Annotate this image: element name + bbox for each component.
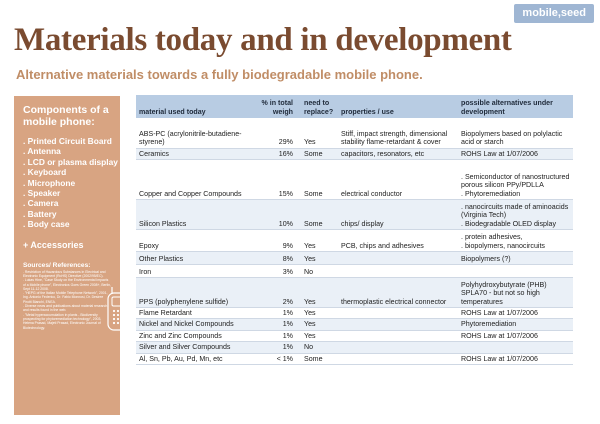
cell-properties-use: capacitors, resonators, etc — [338, 148, 458, 159]
table-row — [136, 353, 573, 364]
cell-need-to-replace: Yes — [296, 277, 338, 307]
mobile-phone-outline-icon — [106, 286, 130, 332]
cell-alternatives — [458, 264, 573, 277]
cell-properties-use: chips/ display — [338, 199, 458, 229]
cell-need-to-replace: No — [296, 342, 338, 353]
cell-material: Iron — [136, 264, 252, 277]
page-title: Materials today and in development — [14, 22, 512, 58]
components-list — [23, 136, 118, 230]
header-material: material used today — [139, 107, 206, 116]
component-item: . LCD or plasma display — [23, 156, 118, 167]
header-need-to-replace: need to replace? — [304, 99, 334, 116]
cell-material: PPS (polyphenylene sulfide) — [136, 277, 252, 307]
cell-material: Other Plastics — [136, 251, 252, 264]
table-row — [136, 264, 573, 277]
cell-need-to-replace: Yes — [296, 330, 338, 341]
cell-need-to-replace: Some — [296, 199, 338, 229]
cell-properties-use — [338, 330, 458, 341]
cell-material: Al, Sn, Pb, Au, Pd, Mn, etc — [136, 353, 252, 364]
page-subtitle: Alternative materials towards a fully biodegradable mobile phone. — [16, 67, 423, 82]
materials-table — [136, 95, 573, 365]
cell-properties-use — [338, 342, 458, 353]
cell-properties-use: thermoplastic electrical connector — [338, 277, 458, 307]
cell-need-to-replace: Yes — [296, 319, 338, 330]
component-item: . Speaker — [23, 188, 61, 199]
cell-percent-weight: 29% — [252, 118, 296, 148]
cell-need-to-replace: Some — [296, 148, 338, 159]
cell-alternatives: Biopolymers based on polylactic acid or starch — [458, 118, 573, 148]
table-row — [136, 199, 573, 229]
cell-properties-use — [338, 353, 458, 364]
cell-alternatives: . Semiconductor of nanostructured porous silicon PPy/PDLLA . Phytoremediation — [458, 159, 573, 199]
cell-need-to-replace: No — [296, 264, 338, 277]
header-possible-alternatives: possible alternatives under development — [461, 99, 553, 116]
cell-material: Silicon Plastics — [136, 199, 252, 229]
cell-percent-weight: 1% — [252, 330, 296, 341]
source-item: . "Metal hyperaccumulation in plants - Biodiversity prospecting for phytoremediation technology", 2003, Helena Prasad, Majeti Prasad, Electronic Journal of Biotechnology. — [23, 312, 102, 330]
source-item: . Diverse news and publications about material research and results found in the web. — [23, 304, 108, 313]
table-row — [136, 307, 573, 318]
cell-alternatives: Biopolymers (?) — [458, 251, 573, 264]
table-row — [136, 148, 573, 159]
cell-percent-weight: 3% — [252, 264, 296, 277]
cell-material: Zinc and Zinc Compounds — [136, 330, 252, 341]
source-item: . "HEPG of the Italian Mobile Telephone Network", 2001, Ing. Antonio Federico, Dr. Fabio Monnosi, Dr. Desiree Pirotti Bianchi, ENEA. — [23, 291, 108, 304]
cell-alternatives: ROHS Law at 1/07/2006 — [458, 307, 573, 318]
cell-properties-use — [338, 319, 458, 330]
header-percent-weight: % in total weigh — [261, 99, 293, 116]
cell-percent-weight: 1% — [252, 307, 296, 318]
cell-percent-weight: < 1% — [252, 353, 296, 364]
cell-need-to-replace: Some — [296, 353, 338, 364]
cell-material: Copper and Copper Compounds — [136, 159, 252, 199]
table-row — [136, 342, 573, 353]
cell-properties-use: PCB, chips and adhesives — [338, 229, 458, 251]
cell-alternatives — [458, 342, 573, 353]
cell-percent-weight: 8% — [252, 251, 296, 264]
component-item: . Keyboard — [23, 167, 67, 178]
cell-need-to-replace: Some — [296, 159, 338, 199]
cell-percent-weight: 16% — [252, 148, 296, 159]
table-row — [136, 251, 573, 264]
cell-alternatives: ROHS Law at 1/07/2006 — [458, 353, 573, 364]
cell-percent-weight: 10% — [252, 199, 296, 229]
cell-material: ABS-PC (acrylonitrile-butadiene-styrene) — [136, 118, 252, 148]
component-item: . Camera — [23, 198, 59, 209]
component-item: . Antenna — [23, 146, 61, 157]
cell-alternatives: . protein adhesives, . biopolymers, nanocircuits — [458, 229, 573, 251]
cell-percent-weight: 15% — [252, 159, 296, 199]
sources-list — [23, 270, 112, 330]
table-row — [136, 330, 573, 341]
cell-alternatives: ROHS Law at 1/07/2006 — [458, 148, 573, 159]
cell-need-to-replace: Yes — [296, 307, 338, 318]
cell-alternatives: Polyhydroxybutyrate (PHB) SPLA70 - but not so high temperatures — [458, 277, 573, 307]
table-row — [136, 277, 573, 307]
header-properties-use: properties / use — [341, 107, 394, 116]
brand-tag: mobile,seed — [514, 4, 594, 23]
table-row — [136, 229, 573, 251]
cell-percent-weight: 2% — [252, 277, 296, 307]
table-row — [136, 159, 573, 199]
accessories-label: + Accessories — [23, 239, 84, 250]
cell-material: Ceramics — [136, 148, 252, 159]
cell-properties-use — [338, 251, 458, 264]
cell-need-to-replace: Yes — [296, 118, 338, 148]
cell-alternatives: ROHS Law at 1/07/2006 — [458, 330, 573, 341]
source-item: . Restriction of Hazardous Substances in Electrical and Electronic Equipment (RoHS) Directive (2002/95/EC). — [23, 269, 106, 278]
cell-need-to-replace: Yes — [296, 251, 338, 264]
table-header-row — [136, 95, 573, 118]
sources-heading: Sources/ References: — [23, 261, 91, 269]
cell-properties-use — [338, 264, 458, 277]
cell-properties-use — [338, 307, 458, 318]
cell-percent-weight: 1% — [252, 342, 296, 353]
cell-material: Epoxy — [136, 229, 252, 251]
table-row — [136, 319, 573, 330]
components-heading: Components of a mobile phone: — [23, 104, 109, 128]
component-item: . Microphone — [23, 177, 76, 188]
components-sidebar — [14, 96, 120, 415]
component-item: . Body case — [23, 219, 70, 230]
table-row — [136, 118, 573, 148]
component-item: . Printed Circuit Board — [23, 136, 112, 146]
cell-material: Flame Retardant — [136, 307, 252, 318]
source-item: . Lukas Hine, "Case Study on the Environmental Impacts of a Mobile phone", Electronics Goes Green 2008+, Berlin, Sept 11-12 2008. — [23, 278, 111, 291]
cell-properties-use: Stiff, impact strength, dimensional stability flame-retardant & cover — [338, 118, 458, 148]
component-item: . Battery — [23, 208, 57, 219]
cell-alternatives: . nanocircuits made of aminoacids (Virginia Tech) . Biodegradable OLED display — [458, 199, 573, 229]
cell-material: Silver and Silver Compounds — [136, 342, 252, 353]
cell-material: Nickel and Nickel Compounds — [136, 319, 252, 330]
cell-need-to-replace: Yes — [296, 229, 338, 251]
cell-properties-use: electrical conductor — [338, 159, 458, 199]
cell-percent-weight: 9% — [252, 229, 296, 251]
cell-alternatives: Phytoremediation — [458, 319, 573, 330]
cell-percent-weight: 1% — [252, 319, 296, 330]
